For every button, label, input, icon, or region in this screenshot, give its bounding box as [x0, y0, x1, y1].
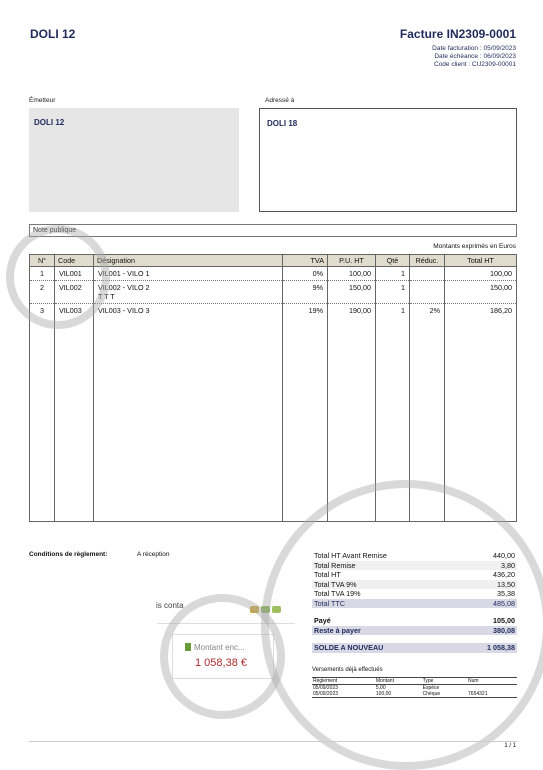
ghost-text: is conta: [156, 601, 184, 610]
table-row: 3 VIL003 VIL003 - VILO 3 19% 190,00 1 2% 186,20: [30, 304, 517, 318]
total-tva-19: Total TVA 19% 35,38: [314, 589, 515, 599]
payment-terms-label: Conditions de règlement:: [29, 551, 108, 558]
invoice-title: Facture IN2309-0001: [399, 27, 516, 41]
total-ttc: Total TTC 485,08: [314, 598, 515, 608]
total-solde: SOLDE A NOUVEAU 1 058,38: [314, 643, 515, 653]
total-reste: Reste à payer 380,08: [314, 625, 515, 635]
col-total: Total HT: [445, 255, 517, 267]
company-name: DOLI 12: [30, 27, 76, 41]
currency-note: Montants exprimés en Euros: [433, 243, 516, 250]
payments-header: Règlement Montant Type Num: [312, 678, 517, 685]
total-ht: Total HT 436,20: [314, 570, 515, 580]
col-code: Code: [55, 255, 94, 267]
total-ht-avant-remise: Total HT Avant Remise 440,00: [314, 551, 515, 561]
widget-value: 1 058,38 €: [195, 657, 247, 669]
payment-terms-value: A réception: [137, 551, 170, 558]
dest-label: Adressé à: [265, 97, 295, 104]
emitter-label: Émetteur: [29, 97, 56, 104]
table-row: 1 VIL001 VIL001 - VILO 1 0% 100,00 1 100,00: [30, 267, 517, 281]
col-pu: P.U. HT: [328, 255, 376, 267]
date-echeance: Date échéance : 06/09/2023: [434, 53, 516, 60]
col-reduc: Réduc.: [410, 255, 445, 267]
page-number: 1 / 1: [504, 743, 516, 749]
recipient-box: [259, 108, 517, 212]
col-num: N°: [30, 255, 55, 267]
col-qty: Qté: [376, 255, 410, 267]
col-tva: TVA: [283, 255, 328, 267]
widget-label: Montant enc...: [194, 643, 245, 652]
total-tva-9: Total TVA 9% 13,50: [314, 579, 515, 589]
date-facturation: Date facturation : 05/09/2023: [432, 45, 516, 52]
highlight-circle: [6, 225, 110, 329]
emitter-box: [29, 108, 239, 212]
highlight-circle: [261, 480, 543, 770]
emitter-name: DOLI 12: [34, 118, 65, 127]
table-row: 05/09/2023 5,00 Espèce: [313, 685, 440, 691]
public-note: Note publique: [29, 224, 517, 237]
payments-title: Versements déjà effectués: [312, 667, 383, 673]
invoice-meta: [432, 45, 516, 69]
footer-divider: [29, 741, 517, 742]
table-row: 2 VIL002 VIL002 - VILO 2 T T T 9% 150,00 1 150,00: [30, 281, 517, 304]
table-row: 05/09/2023 100,00 Chèque 7654321: [312, 691, 517, 698]
total-paye: Payé 105,00: [314, 616, 515, 626]
col-desc: Désignation: [94, 255, 283, 267]
total-remise: Total Remise 3,80: [314, 560, 515, 570]
recipient-name: DOLI 18: [267, 119, 298, 128]
code-client: Code client : CU2309-00001: [433, 61, 516, 68]
